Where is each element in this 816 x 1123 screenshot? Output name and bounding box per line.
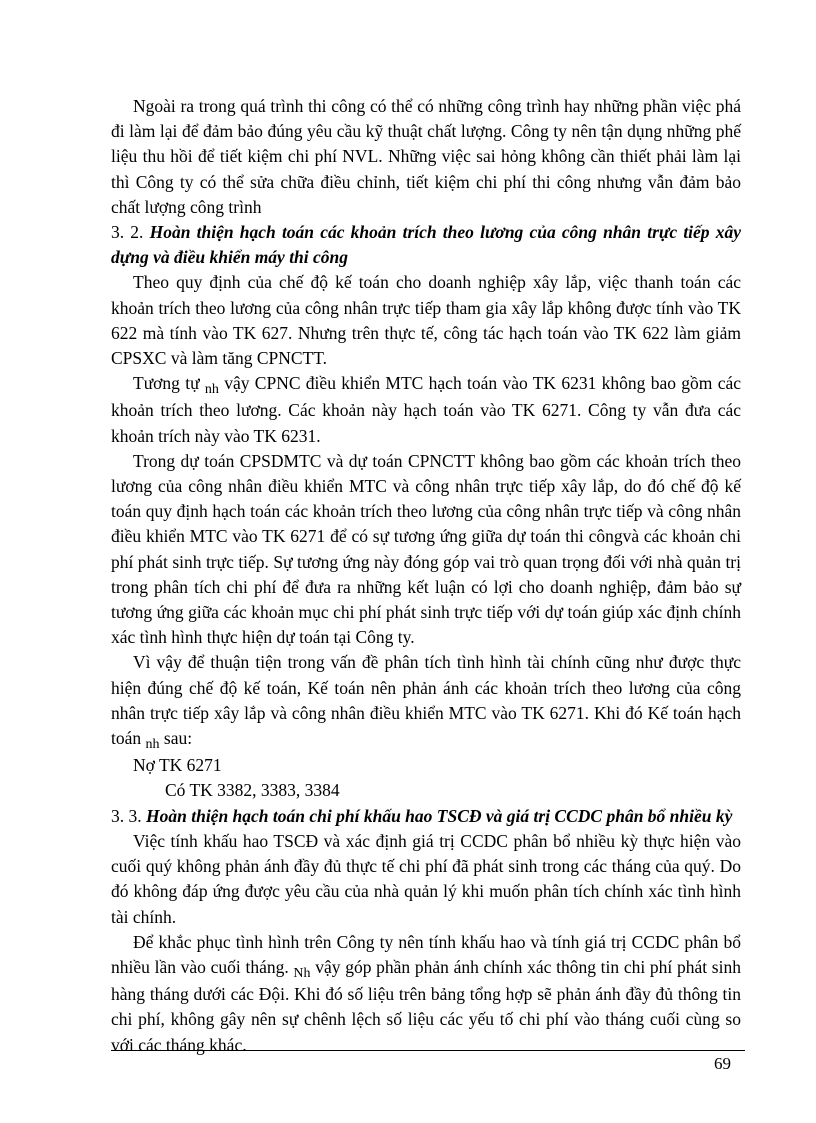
paragraph-regulation: Theo quy định của chế độ kế toán cho doanh nghiệp xây lắp, việc thanh toán các khoản trích theo lương của công nhân trực tiếp tham gia xây lắp không được tính vào TK 622 mà tính vào TK 627. Nhưng trên thực tế, công tác hạch toán vào TK 622 làm giảm CPSXC và làm tăng CPNCTT. [111, 272, 741, 369]
paragraph-estimate: Trong dự toán CPSDMTC và dự toán CPNCTT không bao gồm các khoản trích theo lương của công nhân điều khiển MTC và công nhân trực tiếp xây lắp, do đó chế độ kế toán quy định hạch toán các khoản trích theo lương của công nhân trực tiếp và công nhân điều khiển MTC vào TK 6271 để có sự tương ứng giữa dự toán thi côngvà các khoản chi phí phát sinh trực tiếp. Sự tương ứng này đóng góp vai trò quan trọng đối với nhà quản trị trong phân tích chi phí để đưa ra những kết luận có lợi cho doanh nghiệp, đảm bảo sự tương ứng giữa các khoản mục chi phí phát sinh trực tiếp với dự toán giúp xác định chính xác tình hình thực hiện dự toán tại Công ty. [111, 450, 741, 648]
footer-divider [111, 1050, 745, 1051]
paragraph-similar: Tương tự $_{nh}$ vậy CPNC điều khiển MTC hạch toán vào TK 6231 không bao gồm các khoản trích theo lương. Các khoản này hạch toán vào TK 6271. Công ty vẫn đưa các khoản trích này vào TK 6231. [111, 373, 742, 446]
section-number: 3. 3. [111, 805, 142, 826]
journal-credit-line: Có TK 3382, 3383, 3384 [165, 780, 340, 801]
document-body [111, 94, 741, 1058]
section-heading-3-2 [111, 220, 741, 270]
paragraph-recommendation: Vì vậy để thuận tiện trong vấn đề phân tích tình hình tài chính cũng như được thực hiện đúng chế độ kế toán, Kế toán nên phản ánh các khoản trích theo lương của công nhân trực tiếp xây lắp và công nhân điều khiển MTC vào TK 6271. Khi đó Kế toán hạch toán $_{nh}$ sau: [111, 652, 741, 753]
page-number: 69 [714, 1054, 731, 1073]
paragraph-intro: Ngoài ra trong quá trình thi công có thể có những công trình hay những phần việc phá đi làm lại để đảm bảo đúng yêu cầu kỹ thuật chất lượng. Công ty nên tận dụng những phế liệu thu hồi để tiết kiệm chi phí NVL. Những việc sai hỏng không cần thiết phải làm lại thì Công ty có thể sửa chữa điều chỉnh, tiết kiệm chi phí thi công nhưng vẫn đảm bảo chất lượng công trình [111, 96, 741, 217]
section-title: Hoàn thiện hạch toán các khoản trích theo lương của công nhân trực tiếp xây dựng và điều khiển máy thi công [111, 222, 742, 268]
paragraph-solution: Để khắc phục tình hình trên Công ty nên tính khấu hao và tính giá trị CCDC phân bổ nhiều lần vào cuối tháng. $_{Nh}$ vậy góp phần phản ánh chính xác thông tin chi phí phát sinh hàng tháng dưới các Đội. Khi đó số liệu trên bảng tổng hợp sẽ phản ánh đầy đủ thông tin chi phí, không gây nên sự chênh lệch số liệu các yếu tố chi phí vào tháng cuối cùng so với các tháng khác. [111, 931, 741, 1055]
section-heading-3-3 [111, 804, 741, 829]
journal-debit-line: Nợ TK 6271 [133, 755, 222, 776]
section-number: 3. 2. [111, 222, 144, 243]
section-title: Hoàn thiện hạch toán chi phí khấu hao TSCĐ và giá trị CCDC phân bổ nhiều kỳ [146, 805, 733, 826]
paragraph-depreciation: Việc tính khấu hao TSCĐ và xác định giá trị CCDC phân bổ nhiều kỳ thực hiện vào cuối quý không phản ánh đầy đủ thực tế chi phí đã phát sinh trong các tháng của quý. Do đó không đáp ứng được yêu cầu của nhà quản lý khi muốn phân tích chính xác tình hình tài chính. [111, 830, 741, 927]
